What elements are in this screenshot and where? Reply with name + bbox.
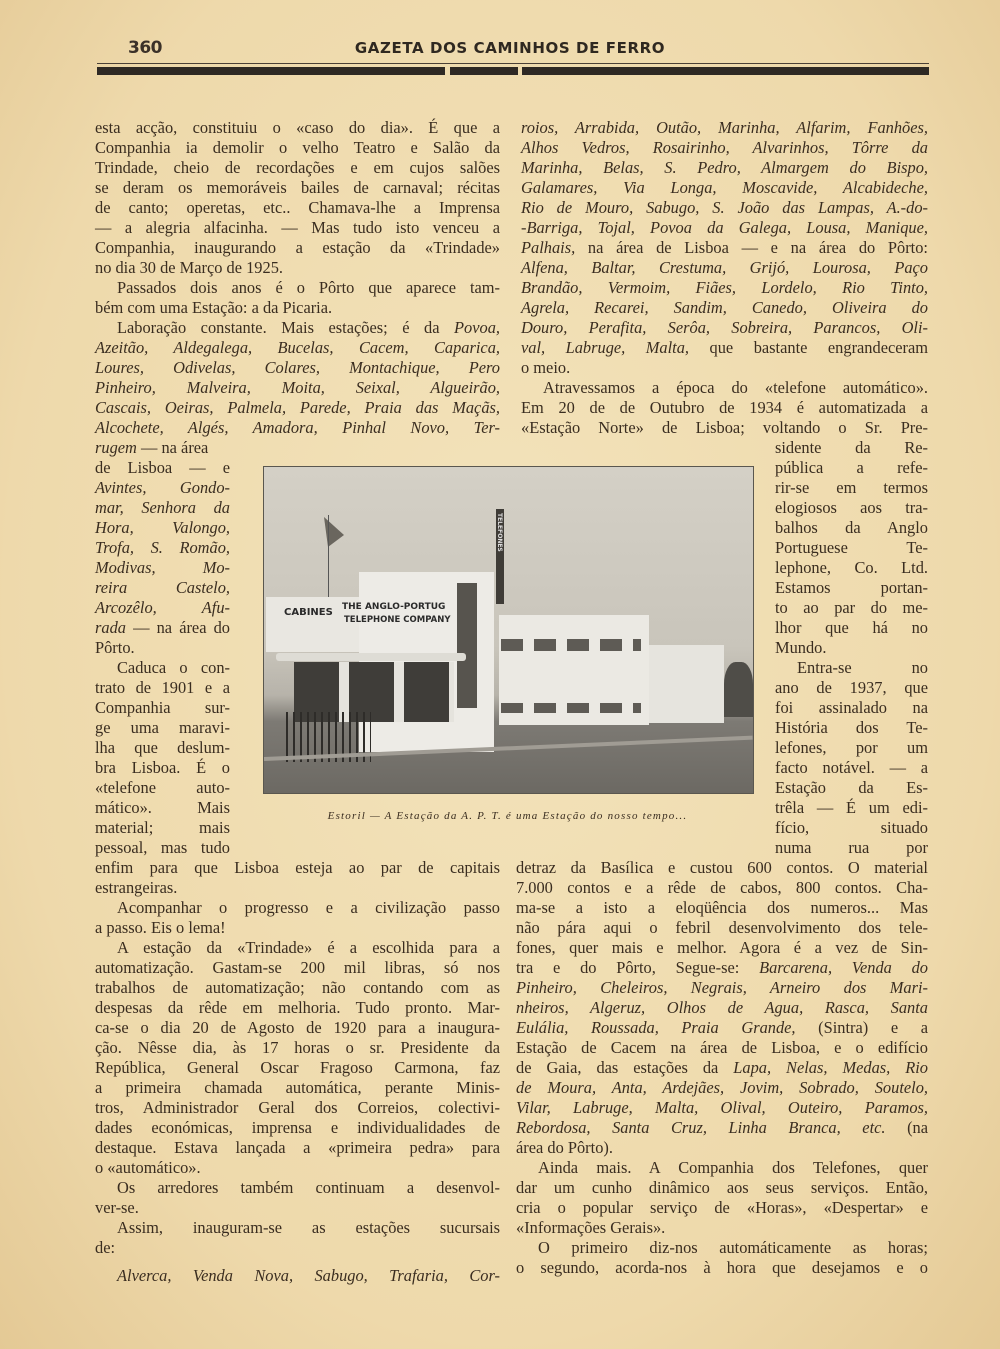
text-line bbox=[516, 1018, 928, 1038]
text-line bbox=[95, 198, 500, 218]
flagpole bbox=[328, 515, 329, 605]
text-line bbox=[521, 338, 928, 358]
text-line bbox=[516, 1098, 928, 1118]
italic-text-run: Trofa, S. Romão, bbox=[95, 538, 230, 557]
text-line bbox=[95, 158, 500, 178]
text-line bbox=[516, 1158, 928, 1178]
text-line bbox=[95, 1178, 500, 1198]
text-line bbox=[775, 438, 928, 458]
text-run: a passo. Eis o lema! bbox=[95, 918, 226, 937]
text-run: se deram os memoráveis bailes de carnaval; récitas bbox=[95, 178, 500, 197]
text-run: Estamos portan- bbox=[775, 578, 928, 597]
text-line bbox=[95, 438, 230, 458]
text-line bbox=[95, 938, 500, 958]
text-run: Pôrto. bbox=[95, 638, 135, 657]
text-line bbox=[775, 618, 928, 638]
text-run: enfim para que Lisboa esteja ao par de capitais bbox=[95, 858, 500, 877]
text-line bbox=[516, 918, 928, 938]
text-run: esta acção, constituiu o «caso do dia». É que a bbox=[95, 118, 500, 137]
text-run: trêla — É um edi- bbox=[775, 798, 928, 817]
text-line bbox=[775, 598, 928, 618]
text-line bbox=[775, 718, 928, 738]
text-run: História dos Te- bbox=[775, 718, 928, 737]
text-run: detraz da Basílica e custou 600 contos. O material bbox=[516, 858, 928, 877]
italic-text-run: Modivas, Mo- bbox=[95, 558, 230, 577]
text-line bbox=[95, 798, 230, 818]
text-run: Companhia, inaugurando a estação da «Trindade» bbox=[95, 238, 500, 257]
text-run: ano de 1937, que bbox=[775, 678, 928, 697]
text-run: (na bbox=[885, 1118, 929, 1137]
text-run: rir-se em termos bbox=[775, 478, 928, 497]
text-line bbox=[95, 1266, 500, 1286]
text-run: Companhia sur- bbox=[95, 698, 230, 717]
text-line bbox=[95, 638, 230, 658]
text-run: Laboração constante. Mais estações; é da bbox=[117, 318, 455, 337]
italic-text-run: Alcochete, Algés, Amadora, Pinhal Novo, Ter- bbox=[95, 418, 500, 437]
text-run: automatização. Gastam-se 200 mil libras, só nos bbox=[95, 958, 500, 977]
text-line bbox=[521, 238, 928, 258]
text-run: lephone, Co. Ltd. bbox=[775, 558, 928, 577]
photo-sign-cabines: CABINES bbox=[284, 607, 333, 618]
header-rule-bar bbox=[450, 67, 518, 75]
text-line bbox=[775, 798, 928, 818]
text-line bbox=[95, 698, 230, 718]
text-run: ca-se o dia 20 de Agosto de 1920 para a inaugura- bbox=[95, 1018, 500, 1037]
text-run: Atravessamos a época do «telefone automático». bbox=[543, 378, 928, 397]
text-run: O primeiro diz-nos automáticamente as horas; bbox=[538, 1238, 928, 1257]
building-end bbox=[649, 645, 724, 723]
italic-text-run: Agrela, Recarei, Sandim, Canedo, Oliveira do bbox=[521, 298, 928, 317]
text-line bbox=[521, 358, 928, 378]
text-run: pessoal, mas tudo bbox=[95, 838, 230, 857]
text-line bbox=[516, 1078, 928, 1098]
italic-text-run: Lapa, Nelas, Medas, Rio bbox=[733, 1058, 928, 1077]
text-line bbox=[95, 778, 230, 798]
photo-caption: Estoril — A Estação da A. P. T. é uma Estação do nosso tempo... bbox=[327, 810, 688, 822]
text-line bbox=[521, 278, 928, 298]
text-line bbox=[95, 498, 230, 518]
text-run: (Sintra) e a bbox=[795, 1018, 928, 1037]
text-line bbox=[516, 958, 928, 978]
text-run: Portuguese Te- bbox=[775, 538, 928, 557]
italic-text-run: nheiros, Algeruz, Olhos de Agua, Rasca, Santa bbox=[516, 998, 928, 1017]
text-line bbox=[516, 1058, 928, 1078]
text-line bbox=[95, 358, 500, 378]
italic-text-run: Cascais, Oeiras, Palmela, Parede, Praia das Maçãs, bbox=[95, 398, 500, 417]
text-run: trabalhos de automatização; não contando com as bbox=[95, 978, 500, 997]
text-line bbox=[95, 378, 500, 398]
text-run: cria o popular serviço de «Horas», «Despertar» e bbox=[516, 1198, 928, 1217]
upper-windows bbox=[501, 639, 641, 651]
text-run: destaque. Estava lançada a «primeira pedra» para bbox=[95, 1138, 500, 1157]
text-line bbox=[95, 1138, 500, 1158]
text-line bbox=[95, 1158, 500, 1178]
text-line bbox=[95, 1118, 500, 1138]
text-line bbox=[95, 458, 230, 478]
text-line bbox=[95, 978, 500, 998]
italic-text-run: Rebordosa, Santa Cruz, Linha Branca, etc. bbox=[516, 1118, 886, 1137]
text-line bbox=[775, 478, 928, 498]
text-line bbox=[95, 718, 230, 738]
journal-title: GAZETA DOS CAMINHOS DE FERRO bbox=[354, 39, 666, 57]
text-run: Entra-se no bbox=[797, 658, 928, 677]
text-line bbox=[95, 1198, 500, 1218]
text-line bbox=[775, 698, 928, 718]
text-line bbox=[95, 578, 230, 598]
text-run: Estação da Es- bbox=[775, 778, 928, 797]
text-line bbox=[95, 658, 230, 678]
header-rule-bar bbox=[522, 67, 929, 75]
text-run: Assim, inauguram-se as estações sucursais bbox=[117, 1218, 500, 1237]
text-line bbox=[516, 1138, 928, 1158]
text-line bbox=[775, 658, 928, 678]
text-line bbox=[521, 398, 928, 418]
text-line bbox=[95, 738, 230, 758]
text-run: fício, situado bbox=[775, 818, 928, 837]
text-run: Em 20 de de Outubro de 1934 é automatizada a bbox=[521, 398, 928, 417]
italic-text-run: mar, Senhora da bbox=[95, 498, 230, 517]
italic-text-run: Alfena, Baltar, Crestuma, Grijó, Lourosa, Paço bbox=[521, 258, 928, 277]
text-run: sidente da Re- bbox=[775, 438, 928, 457]
italic-text-run: roios, Arrabida, Outão, Marinha, Alfarim, Fanhões, bbox=[521, 118, 928, 137]
text-run: elogiosos aos tra- bbox=[775, 498, 928, 517]
text-line bbox=[521, 218, 928, 238]
text-line bbox=[95, 998, 500, 1018]
text-run: «Informações Gerais». bbox=[516, 1218, 666, 1237]
italic-text-run: Hora, Valongo, bbox=[95, 518, 230, 537]
text-line bbox=[775, 778, 928, 798]
text-run: to ao par do me- bbox=[775, 598, 928, 617]
text-line bbox=[95, 1098, 500, 1118]
text-line bbox=[95, 958, 500, 978]
text-line bbox=[95, 318, 500, 338]
text-line bbox=[95, 518, 230, 538]
italic-text-run: Rio de Mouro, Sabugo, S. João das Lampas, A.-do- bbox=[521, 198, 928, 217]
text-line bbox=[516, 1038, 928, 1058]
italic-text-run: Galamares, Via Longa, Moscavide, Alcabideche, bbox=[521, 178, 928, 197]
text-line bbox=[775, 538, 928, 558]
text-line bbox=[95, 218, 500, 238]
italic-text-run: de Moura, Anta, Ardejães, Jovim, Sobrado, Soutelo, bbox=[516, 1078, 928, 1097]
flag bbox=[324, 517, 344, 547]
text-run: dar um cunho dinâmico aos seus serviços. Então, bbox=[516, 1178, 928, 1197]
text-line bbox=[775, 818, 928, 838]
italic-text-run: Pinheiro, Malveira, Moita, Seixal, Algueirão, bbox=[95, 378, 500, 397]
text-line bbox=[95, 258, 500, 278]
text-run: Estação de Cacem na área de Lisboa, e o edifício bbox=[516, 1038, 928, 1057]
text-run: trato de 1901 e a bbox=[95, 678, 230, 697]
right-column-wrap bbox=[775, 438, 928, 858]
text-line bbox=[95, 538, 230, 558]
text-line bbox=[95, 138, 500, 158]
text-line bbox=[95, 398, 500, 418]
text-line bbox=[95, 1078, 500, 1098]
left-column-wrap bbox=[95, 438, 230, 858]
text-line bbox=[775, 738, 928, 758]
text-line bbox=[775, 758, 928, 778]
text-line bbox=[95, 878, 500, 898]
canopy bbox=[276, 653, 466, 661]
text-run: mático». Mais bbox=[95, 798, 230, 817]
text-line bbox=[95, 818, 230, 838]
building-tower-window bbox=[457, 583, 477, 708]
text-line bbox=[516, 1238, 928, 1258]
text-run: Mundo. bbox=[775, 638, 827, 657]
text-line bbox=[521, 318, 928, 338]
text-line bbox=[95, 1218, 500, 1238]
text-line bbox=[775, 638, 928, 658]
text-line bbox=[521, 198, 928, 218]
text-run: A estação da «Trindade» é a escolhida para a bbox=[117, 938, 500, 957]
text-line bbox=[95, 898, 500, 918]
text-line bbox=[95, 338, 500, 358]
italic-text-run: Marinha, Belas, S. Pedro, Almargem do Bispo, bbox=[521, 158, 928, 177]
text-line bbox=[521, 118, 928, 138]
text-run: lha que deslum- bbox=[95, 738, 230, 757]
text-run: que bastante engrandeceram bbox=[689, 338, 928, 357]
text-line bbox=[95, 758, 230, 778]
text-run: 7.000 contos e a rêde de cabos, 800 contos. Cha- bbox=[516, 878, 928, 897]
photo-estoril-telephone-station bbox=[263, 466, 754, 794]
italic-text-run: Douro, Perafita, Serôa, Sobreira, Parancos, Oli- bbox=[521, 318, 928, 337]
photo-sign-company-line1: THE ANGLO-PORTUG bbox=[342, 602, 446, 612]
text-line bbox=[95, 1238, 500, 1258]
text-line bbox=[516, 858, 928, 878]
trees bbox=[724, 662, 753, 717]
page-number: 360 bbox=[128, 38, 162, 58]
text-run: área do Pôrto). bbox=[516, 1138, 613, 1157]
text-run: tros, Administrador Geral dos Correios, colectivi- bbox=[95, 1098, 500, 1117]
text-run: tra e do Pôrto, Segue-se: bbox=[516, 958, 760, 977]
text-line bbox=[95, 598, 230, 618]
text-line bbox=[95, 1018, 500, 1038]
text-line bbox=[516, 938, 928, 958]
text-line bbox=[95, 278, 500, 298]
text-line bbox=[521, 378, 928, 398]
text-run: — a alegria alfacinha. — Mas tudo isto venceu a bbox=[95, 218, 500, 237]
text-run: de: bbox=[95, 1238, 116, 1257]
text-line bbox=[521, 178, 928, 198]
text-run: bém com uma Estação: a da Picaria. bbox=[95, 298, 333, 317]
italic-text-run: Povoa, bbox=[454, 318, 500, 337]
text-run: dades económicas, imprensa e individualidades de bbox=[95, 1118, 500, 1137]
text-line bbox=[521, 258, 928, 278]
text-run: lefones, por um bbox=[775, 738, 928, 757]
italic-text-run: Loures, Odivelas, Colares, Montachique, Pero bbox=[95, 358, 500, 377]
text-line bbox=[95, 918, 500, 938]
text-line bbox=[95, 298, 500, 318]
text-run: não pára aqui o febril desenvolvimento dos tele- bbox=[516, 918, 928, 937]
text-run: de canto; operetas, etc.. Chamava-lhe a Imprensa bbox=[95, 198, 500, 217]
text-run: ver-se. bbox=[95, 1198, 139, 1217]
text-run: o segundo, acorda-nos à hora que desejamos e o bbox=[516, 1258, 928, 1277]
text-run: — na área bbox=[136, 438, 209, 457]
text-run: balhos da Anglo bbox=[775, 518, 928, 537]
text-line bbox=[775, 558, 928, 578]
text-line bbox=[95, 238, 500, 258]
text-line bbox=[516, 878, 928, 898]
text-run: Ainda mais. A Companhia dos Telefones, quer bbox=[538, 1158, 928, 1177]
text-run: Os arredores também continuam a desenvol- bbox=[117, 1178, 500, 1197]
text-run: «telefone auto- bbox=[95, 778, 230, 797]
italic-text-run: Alhos Vedros, Rosairinho, Alvarinhos, Tôrre da bbox=[521, 138, 928, 157]
text-run: de Gaia, das estações da bbox=[516, 1058, 734, 1077]
text-line bbox=[775, 578, 928, 598]
header-rule-thin bbox=[97, 63, 929, 64]
text-run: o «automático». bbox=[95, 1158, 201, 1177]
italic-text-run: Eulália, Roussada, Praia Grande, bbox=[516, 1018, 796, 1037]
text-run: Trindade, cheio de recordações e em cujos salões bbox=[95, 158, 500, 177]
text-run: Passados dois anos é o Pôrto que aparece tam- bbox=[117, 278, 500, 297]
italic-text-run: rada bbox=[95, 618, 126, 637]
right-column-bottom bbox=[516, 858, 928, 1278]
italic-text-run: Pinheiro, Cheleiros, Negrais, Arneiro dos Mari- bbox=[516, 978, 928, 997]
text-run: de Lisboa — e bbox=[95, 458, 230, 477]
text-line bbox=[516, 998, 928, 1018]
text-run: despesas da rêde em melhoria. Tudo pronto. Mar- bbox=[95, 998, 500, 1017]
text-line bbox=[521, 418, 928, 438]
text-line bbox=[516, 898, 928, 918]
text-line bbox=[516, 1178, 928, 1198]
right-column-top bbox=[521, 118, 928, 438]
text-run: numa rua por bbox=[775, 838, 928, 857]
text-line bbox=[516, 1218, 928, 1238]
italic-text-run: Arcozêlo, Afu- bbox=[95, 598, 230, 617]
text-line bbox=[516, 1258, 928, 1278]
text-line bbox=[775, 838, 928, 858]
text-run: foi assinalado na bbox=[775, 698, 928, 717]
italic-text-run: Alverca, Venda Nova, Sabugo, Trafaria, Cor- bbox=[117, 1266, 500, 1285]
italic-text-run: Avintes, Gondo- bbox=[95, 478, 230, 497]
text-line bbox=[95, 558, 230, 578]
text-run: Acompanhar o progresso e a civilização passo bbox=[117, 898, 500, 917]
text-run: pública a refe- bbox=[775, 458, 928, 477]
italic-text-run: Barcarena, Venda do bbox=[759, 958, 928, 977]
text-run: — na área do bbox=[125, 618, 230, 637]
italic-text-run: Vilar, Labruge, Malta, Olival, Outeiro, Paramos, bbox=[516, 1098, 928, 1117]
text-run: no dia 30 de Março de 1925. bbox=[95, 258, 283, 277]
text-run: fones, quer mais e melhor. Agora é a vez de Sin- bbox=[516, 938, 928, 957]
text-line bbox=[521, 158, 928, 178]
italic-text-run: rugem bbox=[95, 438, 137, 457]
text-run: material; mais bbox=[95, 818, 230, 837]
text-line bbox=[95, 618, 230, 638]
text-run: o meio. bbox=[521, 358, 571, 377]
text-line bbox=[95, 418, 500, 438]
text-line bbox=[521, 298, 928, 318]
text-line bbox=[95, 178, 500, 198]
text-line bbox=[516, 1118, 928, 1138]
text-line bbox=[95, 678, 230, 698]
header-rule-bar bbox=[97, 67, 445, 75]
text-run: a primeira chamada automática, perante Minis- bbox=[95, 1078, 500, 1097]
text-line bbox=[95, 118, 500, 138]
italic-text-run: val, Labruge, Malta, bbox=[521, 338, 690, 357]
photo-sign-company-line2: TELEPHONE COMPANY bbox=[344, 615, 451, 625]
text-line bbox=[775, 678, 928, 698]
text-run: bra Lisboa. É o bbox=[95, 758, 230, 777]
text-run: Caduca o con- bbox=[117, 658, 230, 677]
text-run: «Estação Norte» de Lisboa; voltando o Sr. Pre- bbox=[521, 418, 928, 437]
text-line bbox=[95, 858, 500, 878]
text-line bbox=[516, 1198, 928, 1218]
text-run: na área de Lisboa — e na área do Pôrto: bbox=[575, 238, 928, 257]
text-line bbox=[95, 478, 230, 498]
italic-text-run: reira Castelo, bbox=[95, 578, 230, 597]
left-column-bottom bbox=[95, 858, 500, 1286]
text-run: ma-se a isto a eloqüência dos numeros... Mas bbox=[516, 898, 928, 917]
text-run: ge uma maravi- bbox=[95, 718, 230, 737]
text-line bbox=[521, 138, 928, 158]
italic-text-run: Azeitão, Aldegalega, Bucelas, Cacem, Caparica, bbox=[95, 338, 500, 357]
italic-text-run: Brandão, Vermoim, Fiães, Lordelo, Rio Tinto, bbox=[521, 278, 928, 297]
text-run: estrangeiras. bbox=[95, 878, 178, 897]
text-line bbox=[95, 1038, 500, 1058]
text-line bbox=[775, 458, 928, 478]
photo-sign-vertical: TELEFONES bbox=[496, 513, 503, 552]
text-line bbox=[95, 1058, 500, 1078]
italic-text-run: -Barriga, Tojal, Povoa da Galega, Lousa, Manique, bbox=[521, 218, 928, 237]
lower-windows bbox=[501, 703, 641, 713]
left-column-top bbox=[95, 118, 500, 438]
text-line bbox=[95, 838, 230, 858]
text-line bbox=[775, 518, 928, 538]
text-run: República, General Oscar Fragoso Carmona, faz bbox=[95, 1058, 500, 1077]
text-run: facto notável. — a bbox=[775, 758, 928, 777]
italic-text-run: Palhais, bbox=[521, 238, 576, 257]
text-run: ção. Nêsse dia, às 17 horas o sr. Presidente da bbox=[95, 1038, 500, 1057]
text-line bbox=[775, 498, 928, 518]
text-run: Companhia ia demolir o velho Teatro e Salão da bbox=[95, 138, 500, 157]
text-run: lhor que há no bbox=[775, 618, 928, 637]
text-line bbox=[516, 978, 928, 998]
